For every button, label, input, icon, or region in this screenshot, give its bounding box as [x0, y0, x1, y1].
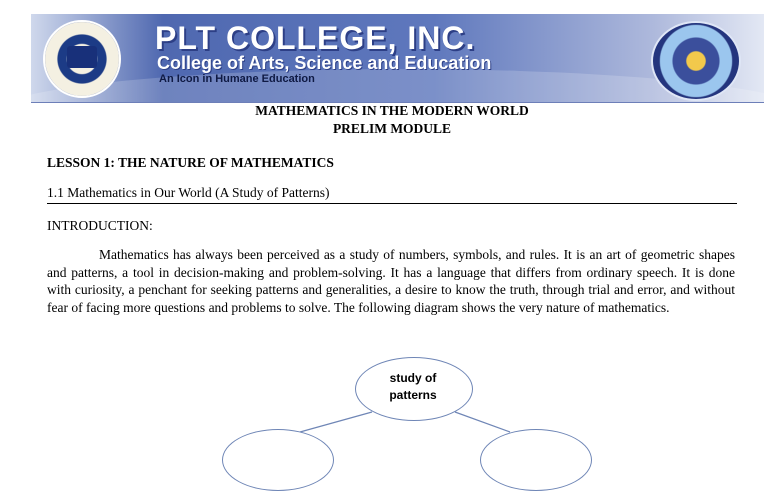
diagram-node-label [355, 370, 471, 404]
diagram-node-line2: patterns [389, 388, 437, 402]
diagram-node-right [480, 429, 592, 491]
banner-tagline: An Icon in Humane Education [159, 73, 315, 85]
section-divider [47, 203, 737, 204]
lesson-title: LESSON 1: THE NATURE OF MATHEMATICS [47, 155, 334, 170]
introduction-paragraph: Mathematics has always been perceived as a study of numbers, symbols, and rules. It is an art of geometric shapes and patterns, a tool in decision-making and problem-solving. It has a language that differs from ordinary speech. It is done with curiosity, a penchant for seeking patterns and generalities, a desire to know the truth, through trial and error, and without fear of facing more questions and problems to solve. The following diagram shows the very nature of mathematics. [47, 247, 735, 315]
banner-title: PLT COLLEGE, INC. [155, 20, 476, 56]
diagram-node-line1: study of [389, 371, 437, 385]
section-title: 1.1 Mathematics in Our World (A Study of Patterns) [47, 185, 330, 200]
diagram-node-left [222, 429, 334, 491]
connector-right [455, 412, 510, 432]
course-title: MATHEMATICS IN THE MODERN WORLD [255, 103, 529, 118]
module-title: PRELIM MODULE [332, 121, 452, 136]
banner-subtitle: College of Arts, Science and Education [157, 53, 492, 73]
introduction-heading: INTRODUCTION: [47, 218, 153, 233]
case-seal-icon [651, 21, 741, 101]
plt-college-seal-icon [43, 20, 121, 98]
college-banner [31, 14, 764, 103]
connector-left [300, 412, 372, 432]
